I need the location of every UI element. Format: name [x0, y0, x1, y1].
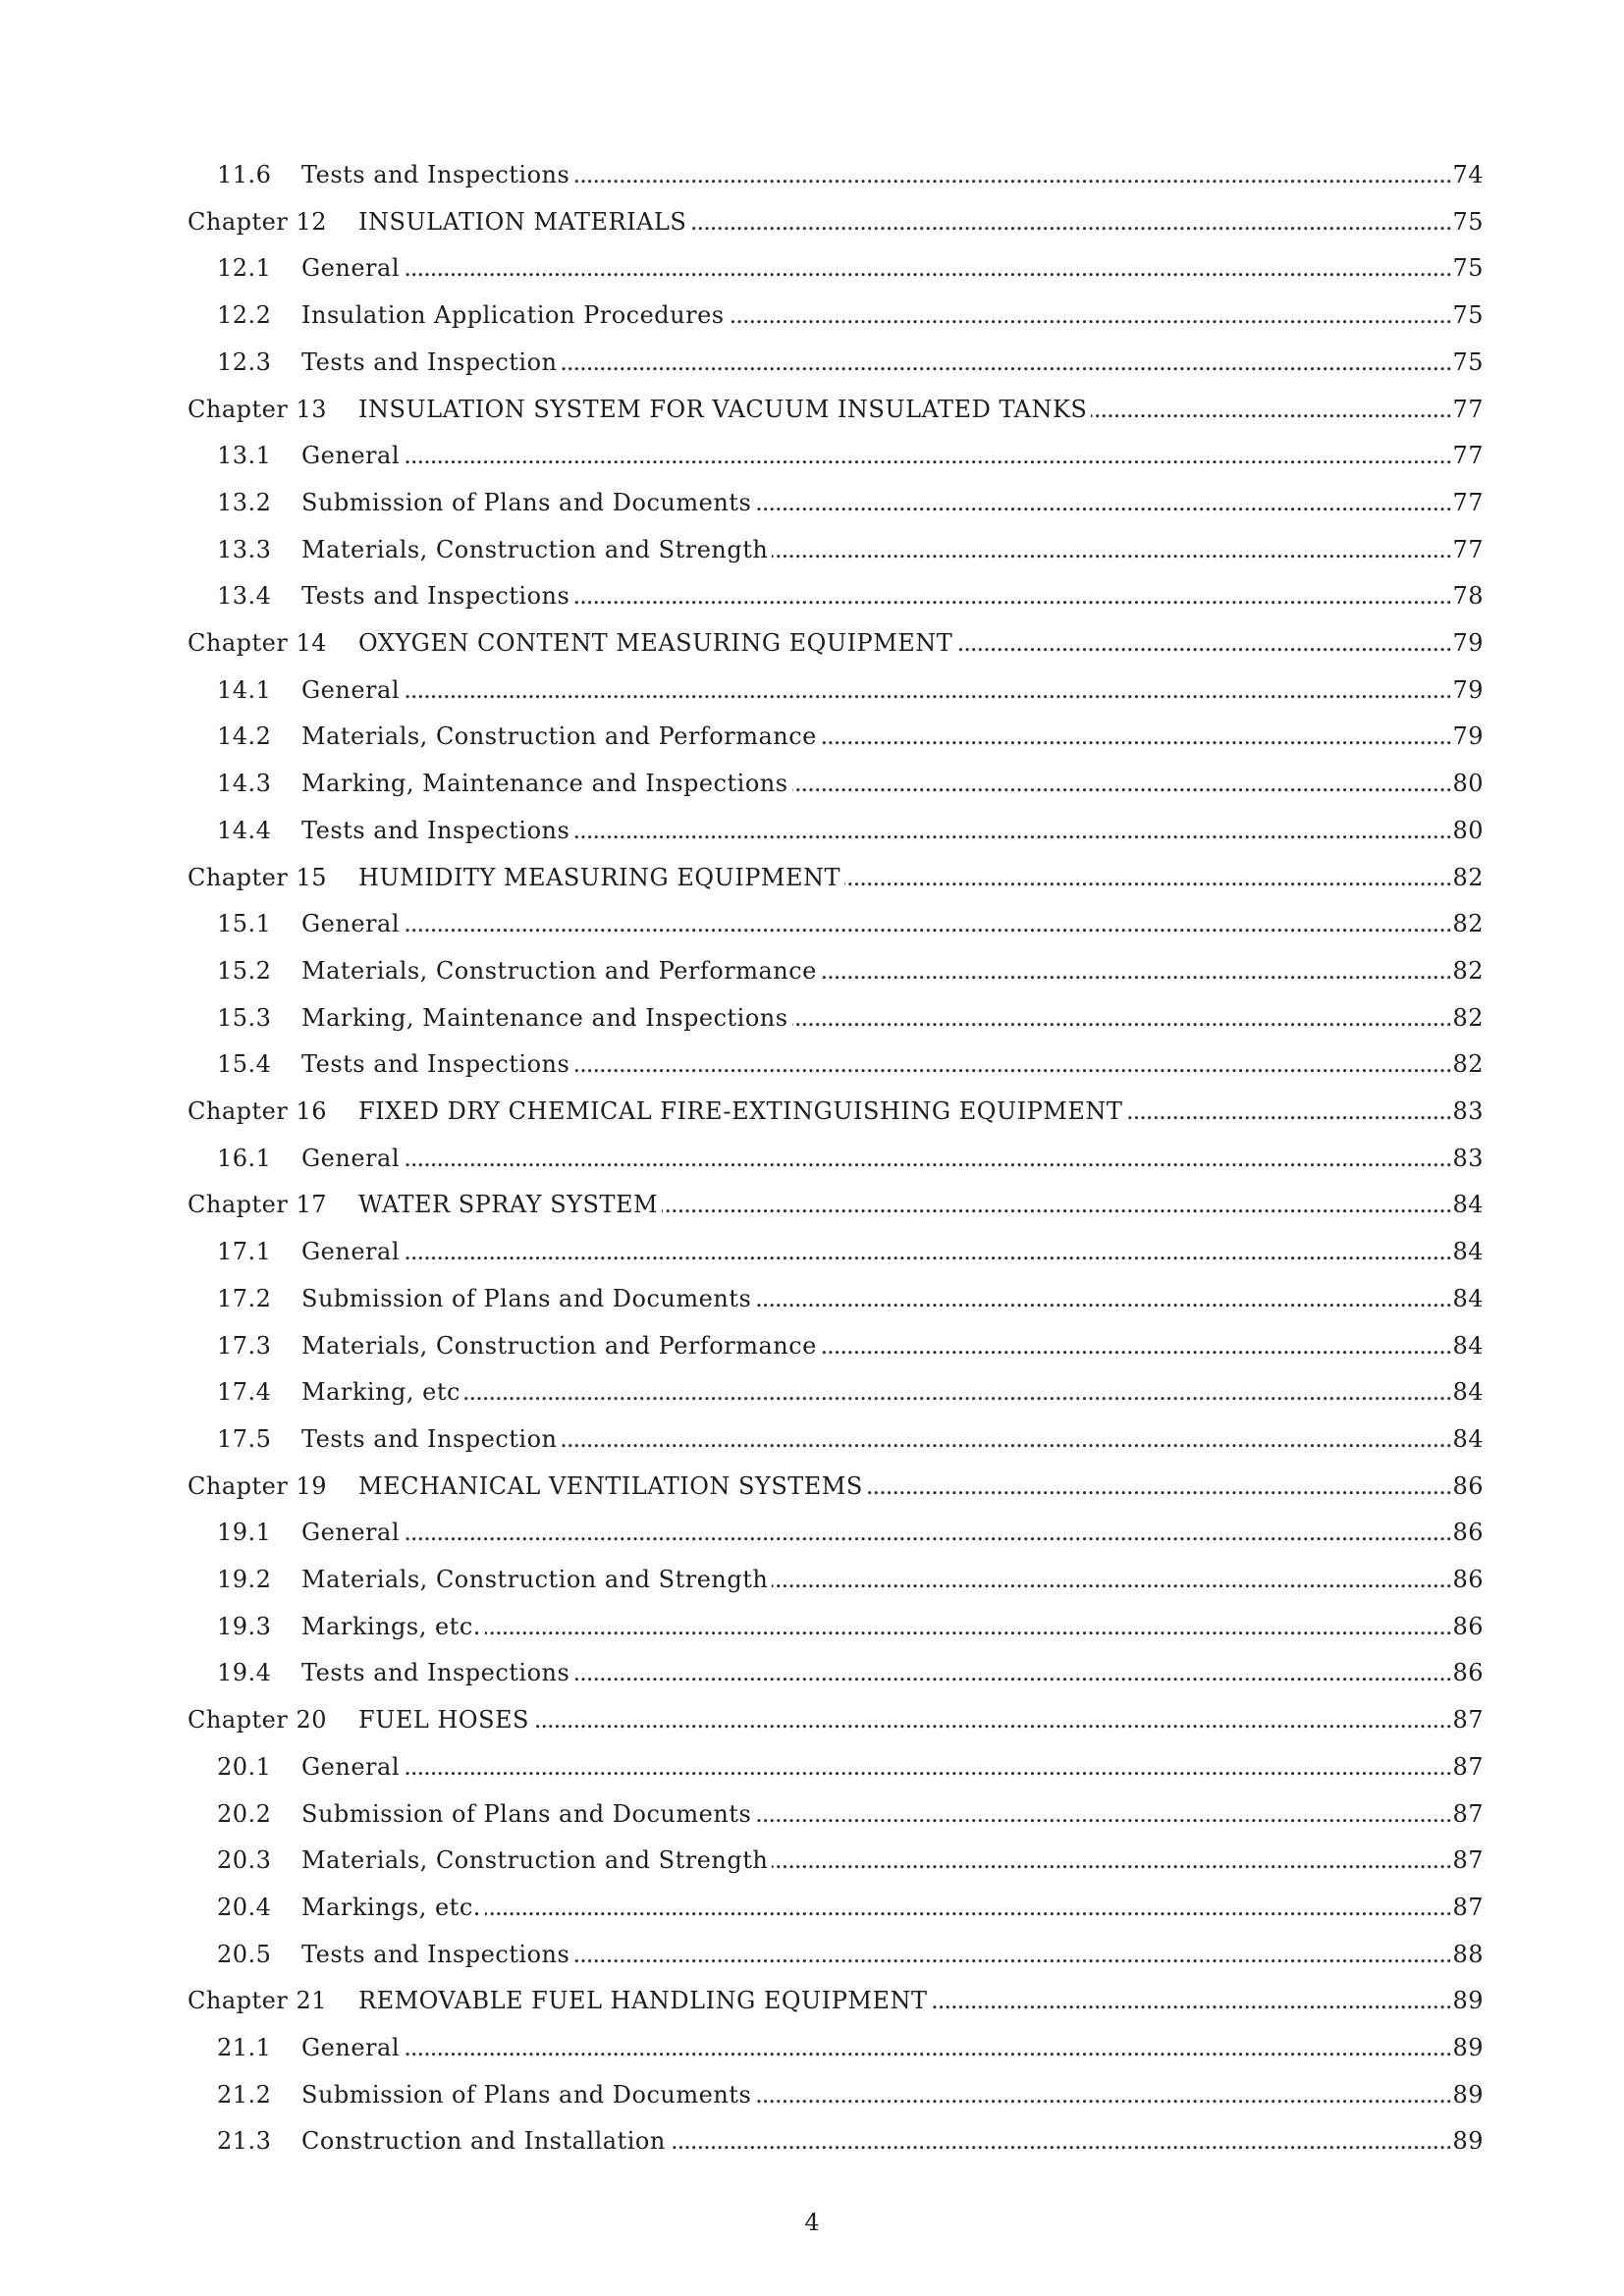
page-reference: 82	[1452, 863, 1484, 891]
page-reference: 79	[1452, 629, 1484, 657]
dot-leader	[662, 1181, 1451, 1228]
chapter-number: Chapter 14	[188, 629, 327, 657]
section-title: General	[301, 1752, 400, 1781]
chapter-number: Chapter 17	[188, 1191, 327, 1219]
section-number: 19.2	[217, 1566, 272, 1593]
page-reference: 84	[1452, 1191, 1484, 1219]
entry-line	[301, 1041, 1484, 1088]
page-reference: 84	[1452, 1424, 1484, 1453]
dot-leader	[1126, 1088, 1451, 1135]
entry-line	[358, 386, 1484, 433]
section-number: 20.4	[217, 1893, 272, 1921]
section-number: 13.4	[217, 582, 272, 611]
page-reference: 75	[1452, 207, 1484, 236]
page-reference: 89	[1452, 2080, 1484, 2109]
chapter-title: REMOVABLE FUEL HANDLING EQUIPMENT	[358, 1987, 928, 2015]
toc-section-entry[interactable]	[0, 1884, 1624, 1931]
entry-line	[358, 1088, 1484, 1135]
toc-section-entry[interactable]	[0, 151, 1624, 198]
section-number: 19.3	[217, 1612, 272, 1640]
toc-chapter-entry[interactable]	[0, 1977, 1624, 2024]
toc-section-entry[interactable]	[0, 244, 1624, 292]
dot-leader	[1091, 386, 1451, 433]
toc-chapter-entry[interactable]	[0, 386, 1624, 433]
section-number: 20.1	[217, 1752, 272, 1781]
toc-section-entry[interactable]	[0, 900, 1624, 947]
section-title: General	[301, 2034, 400, 2061]
dot-leader	[404, 1509, 1451, 1556]
dot-leader	[755, 1275, 1451, 1322]
dot-leader	[821, 947, 1452, 994]
dot-leader	[690, 198, 1451, 245]
toc-section-entry[interactable]	[0, 1135, 1624, 1182]
toc-chapter-entry[interactable]	[0, 619, 1624, 667]
toc-chapter-entry[interactable]	[0, 1696, 1624, 1743]
section-number: 17.1	[217, 1238, 272, 1266]
dot-leader	[404, 244, 1451, 292]
toc-section-entry[interactable]	[0, 1743, 1624, 1790]
entry-line	[301, 713, 1484, 760]
entry-line	[301, 900, 1484, 947]
toc-chapter-entry[interactable]	[0, 854, 1624, 901]
dot-leader	[573, 1041, 1451, 1088]
dot-leader	[404, 2024, 1451, 2071]
dot-leader	[464, 1368, 1452, 1415]
toc-section-entry[interactable]	[0, 994, 1624, 1041]
section-title: Tests and Inspection	[301, 347, 558, 376]
dot-leader	[932, 1977, 1452, 2024]
section-title: Tests and Inspections	[301, 1659, 570, 1687]
toc-section-entry[interactable]	[0, 1228, 1624, 1275]
dot-leader	[404, 1135, 1451, 1182]
entry-line	[301, 2071, 1484, 2118]
entry-line	[301, 1415, 1484, 1463]
toc-section-entry[interactable]	[0, 2071, 1624, 2118]
section-title: Submission of Plans and Documents	[301, 1799, 752, 1828]
page-reference: 82	[1452, 910, 1484, 938]
entry-line	[358, 1977, 1484, 2024]
toc-section-entry[interactable]	[0, 1931, 1624, 1978]
dot-leader	[404, 1228, 1451, 1275]
entry-line	[301, 339, 1484, 386]
dot-leader	[755, 479, 1451, 526]
section-title: General	[301, 675, 400, 704]
entry-line	[301, 667, 1484, 714]
chapter-title: INSULATION MATERIALS	[358, 207, 687, 236]
page-reference: 77	[1452, 442, 1484, 470]
section-number: 21.3	[217, 2127, 272, 2156]
chapter-title: OXYGEN CONTENT MEASURING EQUIPMENT	[358, 629, 953, 657]
toc-chapter-entry[interactable]	[0, 198, 1624, 245]
dot-leader	[772, 526, 1451, 573]
entry-line	[301, 994, 1484, 1041]
page-reference: 86	[1452, 1566, 1484, 1593]
section-title: Materials, Construction and Strength	[301, 535, 769, 563]
section-number: 17.3	[217, 1331, 272, 1360]
dot-leader	[956, 619, 1451, 667]
page-reference: 75	[1452, 301, 1484, 330]
section-title: Tests and Inspection	[301, 1424, 558, 1453]
page-reference: 84	[1452, 1238, 1484, 1266]
section-title: General	[301, 1519, 400, 1547]
entry-line	[301, 432, 1484, 479]
section-number: 14.2	[217, 722, 272, 751]
toc-section-entry[interactable]	[0, 1603, 1624, 1650]
page-reference: 84	[1452, 1378, 1484, 1407]
toc-chapter-entry[interactable]	[0, 1181, 1624, 1228]
section-number: 14.4	[217, 816, 272, 844]
section-title: General	[301, 254, 400, 283]
section-number: 13.1	[217, 442, 272, 470]
toc-section-entry[interactable]	[0, 339, 1624, 386]
section-title: Submission of Plans and Documents	[301, 488, 752, 516]
section-title: General	[301, 442, 400, 470]
entry-line	[301, 2117, 1484, 2164]
dot-leader	[573, 1649, 1451, 1696]
section-number: 19.1	[217, 1519, 272, 1547]
section-title: Materials, Construction and Performance	[301, 722, 817, 751]
section-title: Marking, Maintenance and Inspections	[301, 1003, 788, 1032]
entry-line	[301, 1931, 1484, 1978]
section-title: Tests and Inspections	[301, 1050, 570, 1079]
toc-section-entry[interactable]	[0, 1649, 1624, 1696]
section-title: General	[301, 1144, 400, 1172]
section-number: 14.1	[217, 675, 272, 704]
table-of-contents	[0, 151, 1624, 2173]
entry-line	[301, 1884, 1484, 1931]
dot-leader	[755, 1790, 1451, 1838]
dot-leader	[404, 1743, 1451, 1790]
section-title: Tests and Inspections	[301, 161, 570, 188]
chapter-number: Chapter 15	[188, 863, 327, 891]
entry-line	[301, 807, 1484, 854]
entry-line	[301, 1556, 1484, 1603]
entry-line	[301, 1649, 1484, 1696]
dot-leader	[573, 1931, 1451, 1978]
chapter-title: FIXED DRY CHEMICAL FIRE-EXTINGUISHING EQUIPMENT	[358, 1097, 1123, 1125]
dot-leader	[772, 1837, 1451, 1884]
section-number: 21.1	[217, 2034, 272, 2061]
section-number: 16.1	[217, 1144, 272, 1172]
section-number: 13.3	[217, 535, 272, 563]
page-reference: 77	[1452, 395, 1484, 423]
entry-line	[301, 1322, 1484, 1369]
section-title: General	[301, 1238, 400, 1266]
page-reference: 89	[1452, 1987, 1484, 2015]
toc-section-entry[interactable]	[0, 1790, 1624, 1838]
section-number: 15.4	[217, 1050, 272, 1079]
page-reference: 79	[1452, 675, 1484, 704]
page-number: 4	[804, 2209, 820, 2236]
toc-section-entry[interactable]	[0, 1509, 1624, 1556]
chapter-title: INSULATION SYSTEM FOR VACUUM INSULATED TANKS	[358, 395, 1088, 423]
section-number: 13.2	[217, 488, 272, 516]
toc-section-entry[interactable]	[0, 1415, 1624, 1463]
toc-section-entry[interactable]	[0, 807, 1624, 854]
entry-line	[358, 198, 1484, 245]
page-reference: 79	[1452, 722, 1484, 751]
dot-leader	[772, 1556, 1451, 1603]
dot-leader	[485, 1603, 1452, 1650]
toc-chapter-entry[interactable]	[0, 1088, 1624, 1135]
section-title: Materials, Construction and Performance	[301, 956, 817, 985]
dot-leader	[670, 2117, 1452, 2164]
page-reference: 87	[1452, 1846, 1484, 1875]
chapter-title: FUEL HOSES	[358, 1706, 529, 1735]
section-title: Submission of Plans and Documents	[301, 2080, 752, 2109]
toc-chapter-entry[interactable]	[0, 1463, 1624, 1510]
section-number: 17.5	[217, 1424, 272, 1453]
dot-leader	[844, 854, 1451, 901]
entry-line	[301, 1837, 1484, 1884]
chapter-number: Chapter 21	[188, 1987, 327, 2015]
toc-section-entry[interactable]	[0, 1322, 1624, 1369]
page-reference: 84	[1452, 1284, 1484, 1312]
dot-leader	[404, 900, 1451, 947]
page-reference: 77	[1452, 535, 1484, 563]
dot-leader	[573, 572, 1451, 619]
page-reference: 89	[1452, 2034, 1484, 2061]
dot-leader	[404, 432, 1451, 479]
section-number: 11.6	[217, 161, 272, 188]
page-reference: 84	[1452, 1331, 1484, 1360]
toc-section-entry[interactable]	[0, 1556, 1624, 1603]
toc-section-entry[interactable]	[0, 947, 1624, 994]
entry-line	[358, 619, 1484, 667]
section-number: 12.2	[217, 301, 272, 330]
section-number: 20.5	[217, 1940, 272, 1968]
section-title: Markings, etc.	[301, 1893, 481, 1921]
section-title: Submission of Plans and Documents	[301, 1284, 752, 1312]
entry-line	[301, 2024, 1484, 2071]
section-number: 21.2	[217, 2080, 272, 2109]
entry-line	[358, 1696, 1484, 1743]
section-title: Materials, Construction and Performance	[301, 1331, 817, 1360]
section-title: Materials, Construction and Strength	[301, 1566, 769, 1593]
entry-line	[301, 526, 1484, 573]
section-title: Marking, Maintenance and Inspections	[301, 770, 788, 798]
section-title: Materials, Construction and Strength	[301, 1846, 769, 1875]
page-reference: 86	[1452, 1612, 1484, 1640]
entry-line	[301, 1368, 1484, 1415]
chapter-number: Chapter 16	[188, 1097, 327, 1125]
page-reference: 86	[1452, 1659, 1484, 1687]
section-number: 17.2	[217, 1284, 272, 1312]
section-title: Markings, etc.	[301, 1612, 481, 1640]
entry-line	[301, 292, 1484, 339]
entry-line	[301, 479, 1484, 526]
dot-leader	[821, 1322, 1452, 1369]
page-reference: 88	[1452, 1940, 1484, 1968]
section-number: 19.4	[217, 1659, 272, 1687]
entry-line	[301, 1228, 1484, 1275]
page-reference: 87	[1452, 1893, 1484, 1921]
page-reference: 82	[1452, 1050, 1484, 1079]
dot-leader	[867, 1463, 1452, 1510]
toc-section-entry[interactable]	[0, 1041, 1624, 1088]
entry-line	[358, 1463, 1484, 1510]
chapter-title: HUMIDITY MEASURING EQUIPMENT	[358, 863, 841, 891]
dot-leader	[404, 667, 1451, 714]
toc-section-entry[interactable]	[0, 760, 1624, 807]
chapter-title: MECHANICAL VENTILATION SYSTEMS	[358, 1471, 863, 1500]
section-number: 17.4	[217, 1378, 272, 1407]
chapter-number: Chapter 19	[188, 1471, 327, 1500]
page-reference: 74	[1452, 161, 1484, 188]
dot-leader	[562, 1415, 1452, 1463]
page-reference: 89	[1452, 2127, 1484, 2156]
entry-line	[301, 1275, 1484, 1322]
section-number: 20.2	[217, 1799, 272, 1828]
page-reference: 87	[1452, 1799, 1484, 1828]
entry-line	[301, 947, 1484, 994]
page-reference: 75	[1452, 254, 1484, 283]
page-reference: 75	[1452, 347, 1484, 376]
toc-section-entry[interactable]	[0, 2024, 1624, 2071]
toc-section-entry[interactable]	[0, 572, 1624, 619]
dot-leader	[821, 713, 1452, 760]
section-number: 12.3	[217, 347, 272, 376]
entry-line	[301, 1509, 1484, 1556]
section-number: 15.3	[217, 1003, 272, 1032]
toc-section-entry[interactable]	[0, 526, 1624, 573]
section-number: 20.3	[217, 1846, 272, 1875]
page-reference: 83	[1452, 1144, 1484, 1172]
section-number: 15.1	[217, 910, 272, 938]
toc-section-entry[interactable]	[0, 1368, 1624, 1415]
section-number: 15.2	[217, 956, 272, 985]
dot-leader	[792, 760, 1452, 807]
entry-line	[301, 572, 1484, 619]
toc-section-entry[interactable]	[0, 432, 1624, 479]
section-number: 14.3	[217, 770, 272, 798]
section-title: Insulation Application Procedures	[301, 301, 725, 330]
chapter-number: Chapter 20	[188, 1706, 327, 1735]
section-title: Tests and Inspections	[301, 816, 570, 844]
section-title: Tests and Inspections	[301, 1940, 570, 1968]
toc-section-entry[interactable]	[0, 667, 1624, 714]
entry-line	[301, 1743, 1484, 1790]
page-reference: 86	[1452, 1519, 1484, 1547]
section-title: Construction and Installation	[301, 2127, 666, 2156]
toc-section-entry[interactable]	[0, 713, 1624, 760]
page-reference: 86	[1452, 1471, 1484, 1500]
dot-leader	[792, 994, 1452, 1041]
section-title: General	[301, 910, 400, 938]
section-title: Marking, etc	[301, 1378, 460, 1407]
entry-line	[301, 1603, 1484, 1650]
section-number: 12.1	[217, 254, 272, 283]
entry-line	[358, 1181, 1484, 1228]
toc-section-entry[interactable]	[0, 1837, 1624, 1884]
toc-section-entry[interactable]	[0, 1275, 1624, 1322]
page-reference: 87	[1452, 1752, 1484, 1781]
page-reference: 78	[1452, 582, 1484, 611]
dot-leader	[485, 1884, 1452, 1931]
dot-leader	[533, 1696, 1451, 1743]
entry-line	[301, 151, 1484, 198]
dot-leader	[562, 339, 1452, 386]
entry-line	[301, 1135, 1484, 1182]
page-reference: 87	[1452, 1706, 1484, 1735]
dot-leader	[729, 292, 1452, 339]
page-reference: 77	[1452, 488, 1484, 516]
entry-line	[358, 854, 1484, 901]
chapter-number: Chapter 13	[188, 395, 327, 423]
toc-section-entry[interactable]	[0, 479, 1624, 526]
entry-line	[301, 244, 1484, 292]
page-reference: 82	[1452, 956, 1484, 985]
entry-line	[301, 1790, 1484, 1838]
page-reference: 80	[1452, 770, 1484, 798]
dot-leader	[573, 807, 1451, 854]
page-reference: 83	[1452, 1097, 1484, 1125]
page-reference: 80	[1452, 816, 1484, 844]
toc-section-entry[interactable]	[0, 292, 1624, 339]
chapter-number: Chapter 12	[188, 207, 327, 236]
chapter-title: WATER SPRAY SYSTEM	[358, 1191, 659, 1219]
toc-section-entry[interactable]	[0, 2117, 1624, 2164]
page-reference: 82	[1452, 1003, 1484, 1032]
dot-leader	[573, 151, 1451, 198]
section-title: Tests and Inspections	[301, 582, 570, 611]
dot-leader	[755, 2071, 1451, 2118]
entry-line	[301, 760, 1484, 807]
